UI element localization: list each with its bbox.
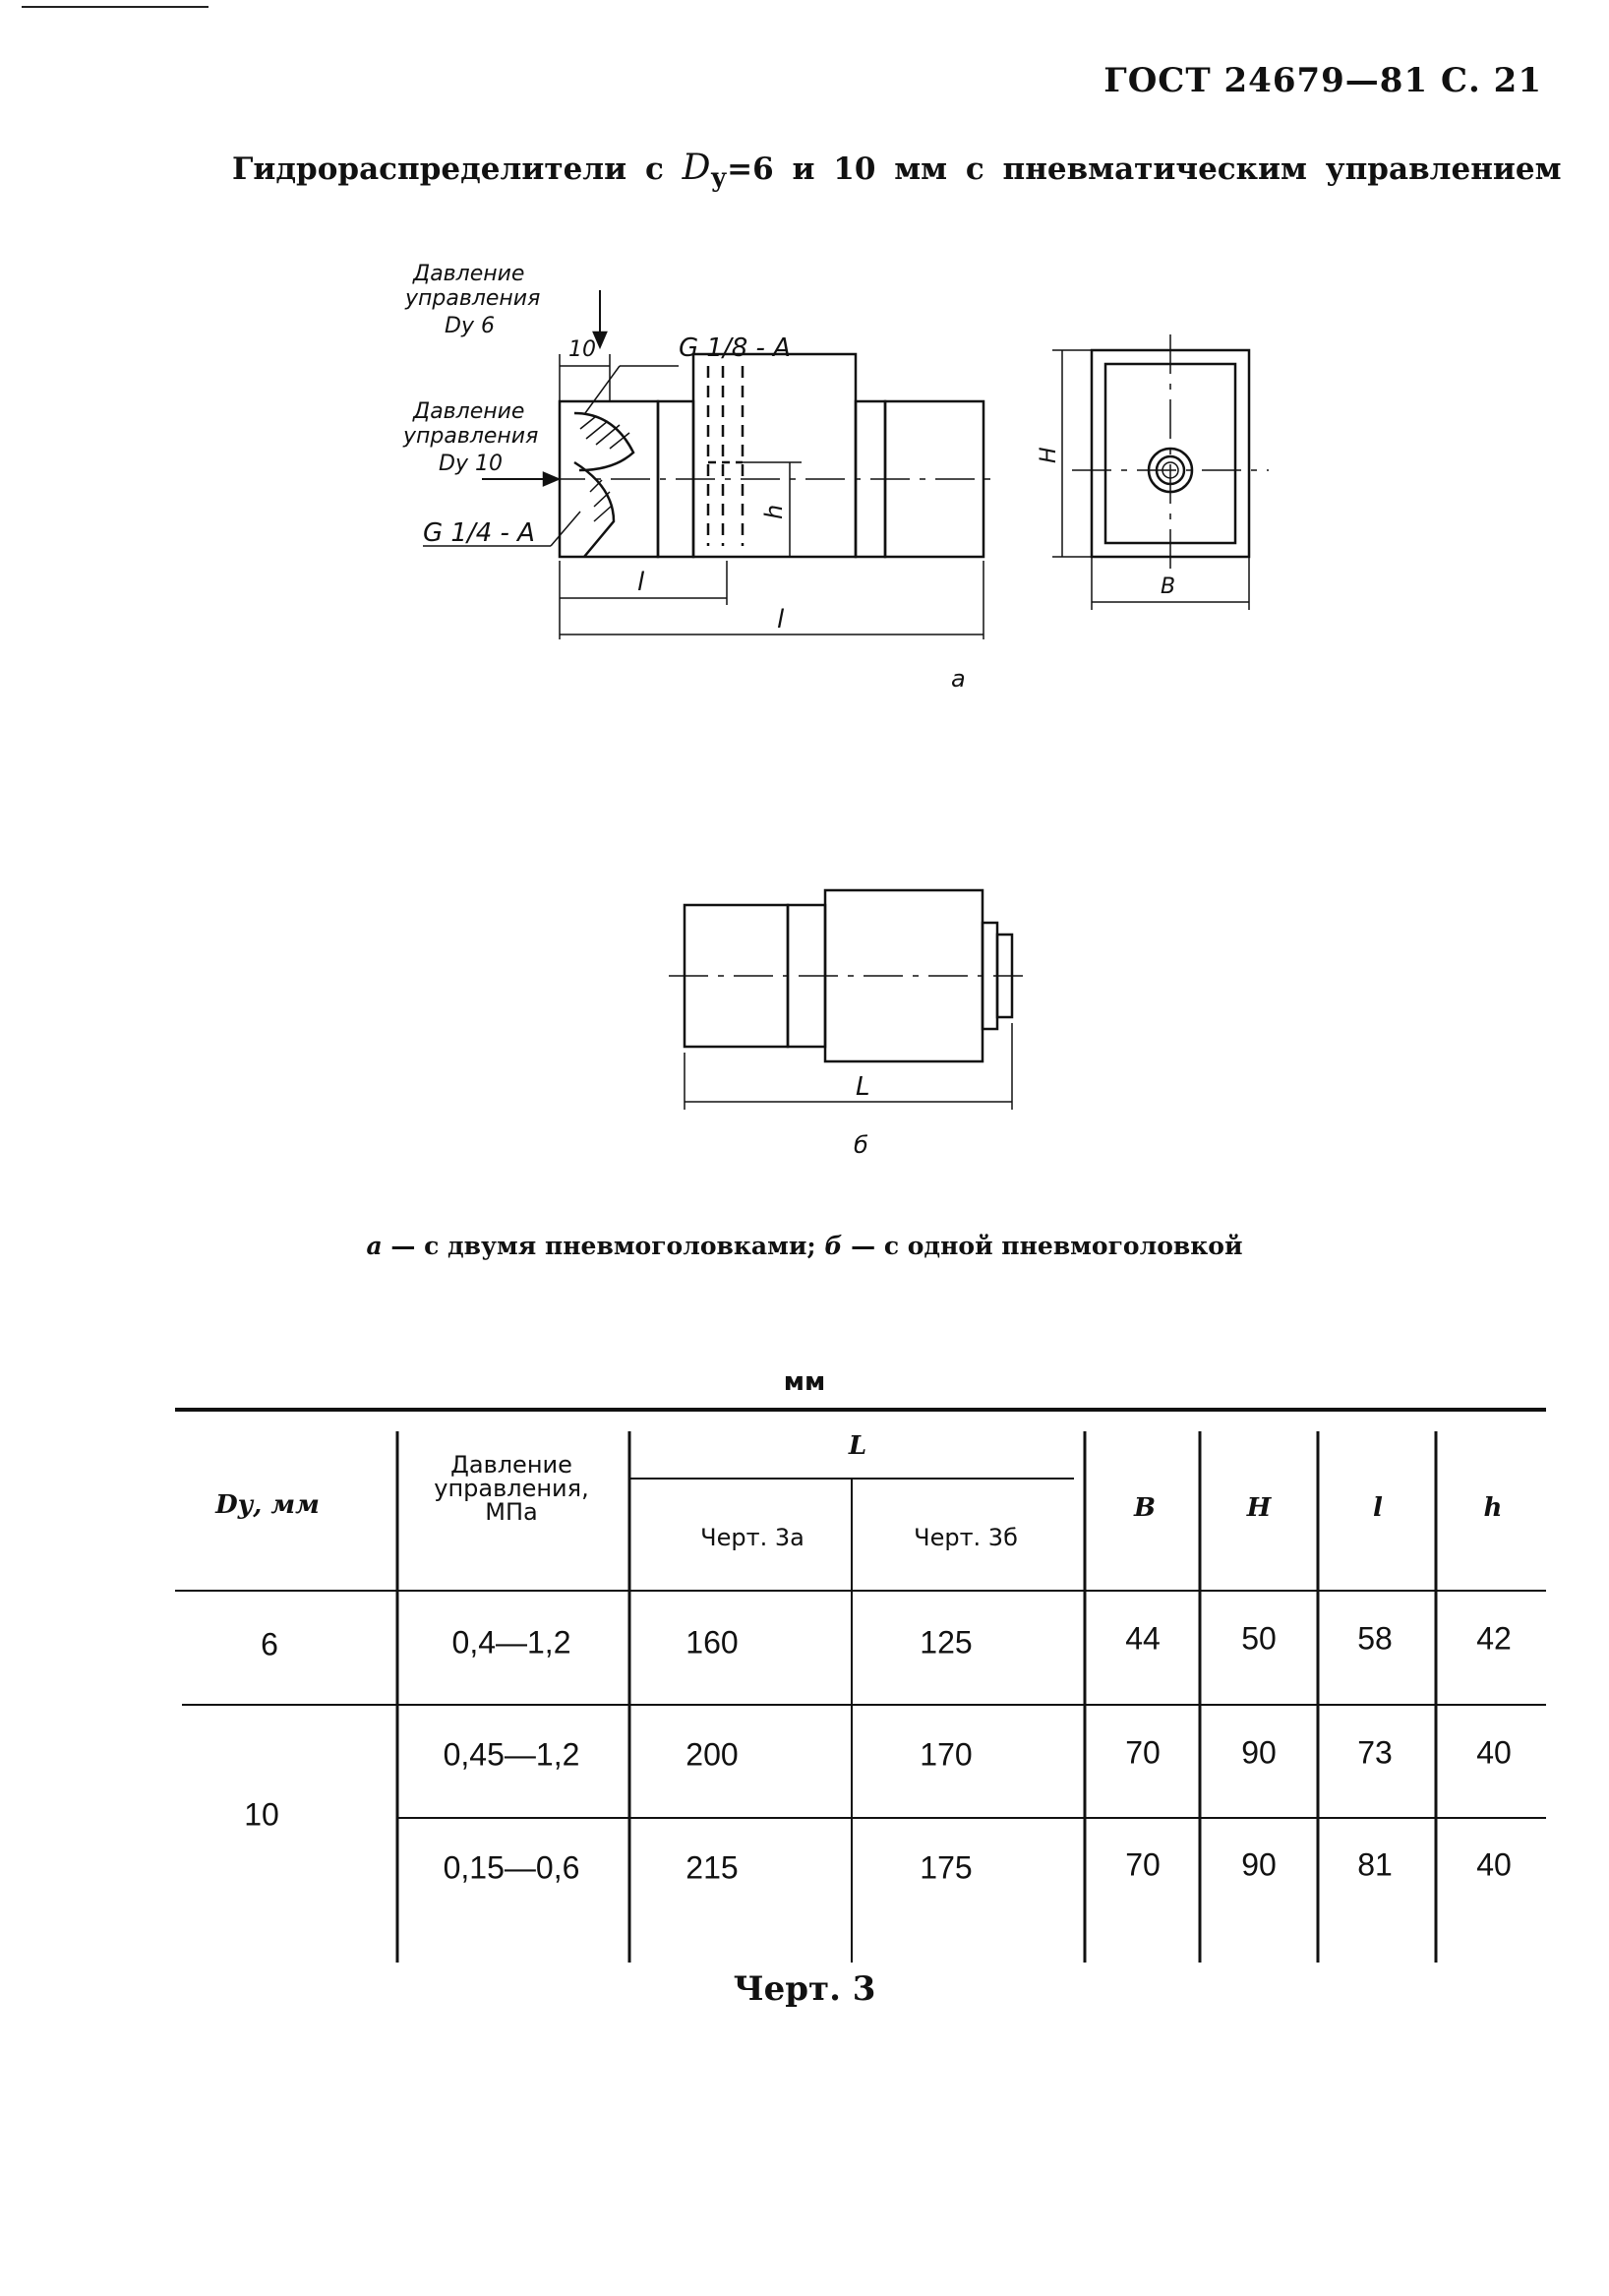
dim-10: 10 xyxy=(568,337,596,362)
row3-h: 40 xyxy=(1476,1846,1512,1883)
header-L-b: Черт. 3б xyxy=(914,1524,1018,1551)
label-top-3: Dу 6 xyxy=(445,314,495,338)
row1-l: 58 xyxy=(1357,1620,1393,1657)
row1-lb: 125 xyxy=(920,1624,973,1661)
row1-dy: 6 xyxy=(261,1626,278,1662)
label-top-1: Давление xyxy=(413,262,525,286)
caption-a-letter: а xyxy=(366,1232,383,1260)
header-pressure-1: Давление xyxy=(450,1451,572,1479)
title-suffix: =6 и 10 мм с пневматическим управлением xyxy=(727,151,1562,187)
label-top-2: управления xyxy=(405,286,541,311)
title-subscript: у xyxy=(710,163,728,194)
header-h: h xyxy=(1483,1493,1503,1523)
row1-la: 160 xyxy=(685,1624,739,1661)
row2-la: 200 xyxy=(685,1736,739,1773)
title-prefix: Гидрораспределители с xyxy=(232,151,664,187)
dim-L-b: L xyxy=(856,1072,870,1102)
row1-pressure: 0,4—1,2 xyxy=(451,1624,571,1661)
table-unit: мм xyxy=(783,1367,826,1397)
header-pressure-2: управления, xyxy=(434,1475,589,1502)
header-pressure xyxy=(434,1453,588,1524)
caption-b-text: — с одной пневмоголовкой xyxy=(851,1232,1243,1260)
row1-B: 44 xyxy=(1125,1620,1161,1657)
header-dy: Dу, мм xyxy=(215,1490,320,1520)
row3-la: 215 xyxy=(685,1849,739,1886)
view-letter-b: б xyxy=(854,1131,868,1159)
dim-l-small: l xyxy=(637,568,645,597)
row3-lb: 175 xyxy=(920,1849,973,1886)
row3-H: 90 xyxy=(1241,1846,1277,1883)
thread-top-label: G 1/8 - A xyxy=(679,333,791,363)
header-l: l xyxy=(1373,1493,1383,1523)
caption-a-text: — с двумя пневмоголовками; xyxy=(390,1232,816,1260)
header-pressure-3: МПа xyxy=(485,1498,538,1526)
header-L-a: Черт. 3а xyxy=(700,1524,804,1551)
row3-B: 70 xyxy=(1125,1846,1161,1883)
figure-label: Черт. 3 xyxy=(733,1969,876,2009)
view-letter-a: а xyxy=(951,665,966,693)
row2-h: 40 xyxy=(1476,1734,1512,1771)
thread-bottom-label: G 1/4 - A xyxy=(423,518,535,548)
header-H: H xyxy=(1246,1493,1272,1523)
header-B: B xyxy=(1134,1493,1156,1523)
dim-L: l xyxy=(777,605,785,634)
row2-B: 70 xyxy=(1125,1734,1161,1771)
row2-lb: 170 xyxy=(920,1736,973,1773)
dim-h: h xyxy=(760,504,788,519)
label-side-1: Давление xyxy=(413,399,525,424)
title-symbol: D xyxy=(682,148,711,188)
caption-b-letter: б xyxy=(824,1232,843,1260)
row2-H: 90 xyxy=(1241,1734,1277,1771)
header-L: L xyxy=(848,1431,867,1461)
dim-B: B xyxy=(1161,574,1176,599)
page-header: ГОСТ 24679—81 С. 21 xyxy=(1103,61,1542,100)
row1-h: 42 xyxy=(1476,1620,1512,1657)
row2-l: 73 xyxy=(1357,1734,1393,1771)
row3-pressure: 0,15—0,6 xyxy=(443,1849,580,1886)
row3-l: 81 xyxy=(1357,1846,1393,1883)
row2-dy: 10 xyxy=(244,1796,279,1833)
label-side-2: управления xyxy=(403,424,539,449)
row1-H: 50 xyxy=(1241,1620,1277,1657)
dim-H: H xyxy=(1037,447,1061,463)
label-side-3: Dу 10 xyxy=(439,452,503,476)
row2-pressure: 0,45—1,2 xyxy=(443,1736,580,1773)
